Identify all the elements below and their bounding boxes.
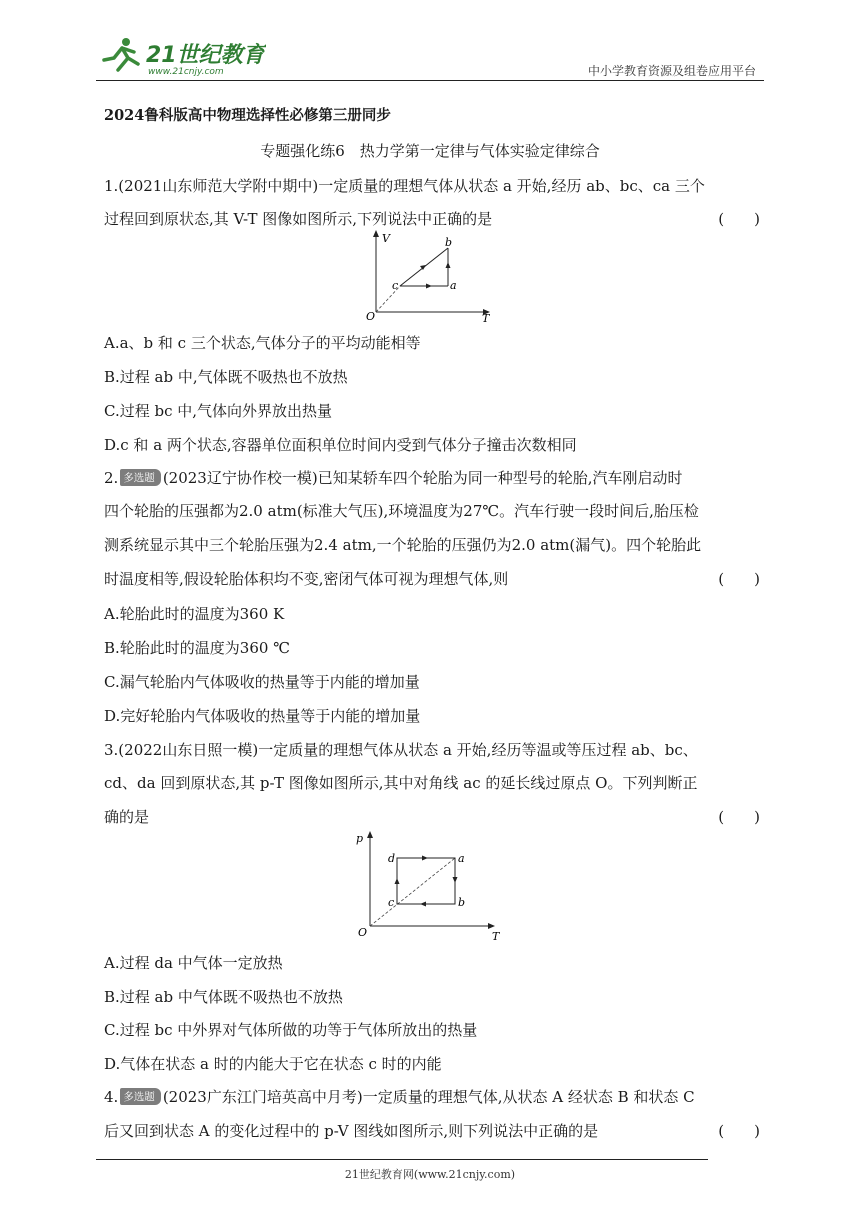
y-axis-label: V [382, 232, 390, 245]
q3-option-d: D.气体在状态 a 时的内能大于它在状态 c 时的内能 [104, 1055, 442, 1073]
arrow-ab [446, 262, 451, 268]
q3-line3: 确的是 [104, 808, 150, 826]
point-b-label: b [445, 236, 453, 249]
q4-line1 [104, 1086, 695, 1107]
point-b-label: b [458, 896, 466, 909]
y-arrow [367, 831, 373, 838]
q1-option-c: C.过程 bc 中,气体向外界放出热量 [104, 402, 333, 420]
q2-line2: 四个轮胎的压强都为2.0 atm(标准大气压),环境温度为27℃。汽车行驶一段时间后,胎压检 [104, 502, 699, 520]
q1-line1: 1.(2021山东师范大学附中期中)一定质量的理想气体从状态 a 开始,经历 ab、bc、ca 三个 [104, 177, 705, 195]
q4-answer-paren: ( ) [718, 1122, 760, 1140]
arrow-bc [420, 902, 426, 907]
q2-option-d: D.完好轮胎内气体吸收的热量等于内能的增加量 [104, 707, 421, 725]
arrow-ab [453, 877, 458, 883]
logo-url: www.21cnjy.com [148, 67, 224, 77]
y-arrow [373, 230, 379, 237]
runner-body [104, 48, 138, 70]
q2-line1-text: (2023辽宁协作校一模)已知某轿车四个轮胎为同一种型号的轮胎,汽车刚启动时 [162, 469, 683, 487]
q1-option-a: A.a、b 和 c 三个状态,气体分子的平均动能相等 [104, 334, 421, 352]
doc-title: 2024鲁科版高中物理选择性必修第三册同步 [104, 107, 391, 124]
origin-label: O [358, 926, 368, 939]
footer-text: 21世纪教育网(www.21cnjy.com) [344, 1168, 516, 1181]
q2-option-b: B.轮胎此时的温度为360 ℃ [104, 639, 290, 657]
point-a-label: a [458, 852, 465, 865]
footer-divider [96, 1159, 708, 1160]
platform-label: 中小学教育资源及组卷应用平台 [587, 64, 756, 78]
q1-option-d: D.c 和 a 两个状态,容器单位面积单位时间内受到气体分子撞击次数相同 [104, 436, 577, 454]
x-arrow [488, 923, 495, 929]
q4-line1-text: (2023广东江门培英高中月考)一定质量的理想气体,从状态 A 经状态 B 和状态 C [162, 1088, 695, 1106]
arrow-cd [395, 878, 400, 884]
logo-text: 21世纪教育 [146, 43, 265, 68]
q3-option-a: A.过程 da 中气体一定放热 [104, 954, 283, 972]
arrow-da [422, 856, 428, 861]
q2-line1 [104, 467, 682, 488]
point-d-label: d [388, 852, 396, 865]
arrow-bc [426, 284, 432, 289]
q2-number: 2. [104, 469, 119, 487]
x-axis-label: T [492, 930, 500, 942]
q1-answer-paren: ( ) [718, 210, 760, 228]
q2-answer-paren: ( ) [718, 570, 760, 588]
q3-pt-graph [350, 826, 510, 946]
point-c-label: c [388, 896, 395, 909]
y-axis-label: p [356, 832, 364, 845]
q2-option-c: C.漏气轮胎内气体吸收的热量等于内能的增加量 [104, 673, 420, 691]
q3-line2: cd、da 回到原状态,其 p-T 图像如图所示,其中对角线 ac 的延长线过原点 O。下列判断正 [104, 774, 698, 792]
q3-answer-paren: ( ) [718, 808, 760, 826]
q4-line2: 后又回到状态 A 的变化过程中的 p-V 图线如图所示,则下列说法中正确的是 [104, 1122, 599, 1140]
q4-number: 4. [104, 1088, 119, 1106]
header-divider [96, 80, 764, 81]
q3-option-c: C.过程 bc 中外界对气体所做的功等于气体所放出的热量 [104, 1021, 478, 1039]
q2-line4: 时温度相等,假设轮胎体积均不变,密闭气体可视为理想气体,则 [104, 570, 509, 588]
multi-choice-badge: 多选题 [120, 1088, 161, 1105]
dashed-diagonal [370, 858, 455, 926]
q1-line2: 过程回到原状态,其 V-T 图像如图所示,下列说法中正确的是 [104, 210, 493, 228]
point-a-label: a [450, 279, 457, 292]
site-logo [96, 34, 266, 78]
point-c-label: c [392, 279, 399, 292]
q3-line1: 3.(2022山东日照一模)一定质量的理想气体从状态 a 开始,经历等温或等压过程 ab、bc、 [104, 741, 698, 759]
q2-option-a: A.轮胎此时的温度为360 K [104, 605, 285, 623]
q1-vt-graph [360, 228, 500, 326]
runner-head [122, 38, 130, 46]
x-axis-label: T [482, 312, 490, 322]
doc-subtitle: 专题强化练6 热力学第一定律与气体实验定律综合 [260, 142, 600, 160]
q3-option-b: B.过程 ab 中气体既不吸热也不放热 [104, 988, 343, 1006]
origin-label: O [366, 310, 376, 322]
q1-option-b: B.过程 ab 中,气体既不吸热也不放热 [104, 368, 348, 386]
multi-choice-badge: 多选题 [120, 469, 161, 486]
q2-line3: 测系统显示其中三个轮胎压强为2.4 atm,一个轮胎的压强仍为2.0 atm(漏气)。四个轮胎此 [104, 536, 702, 554]
